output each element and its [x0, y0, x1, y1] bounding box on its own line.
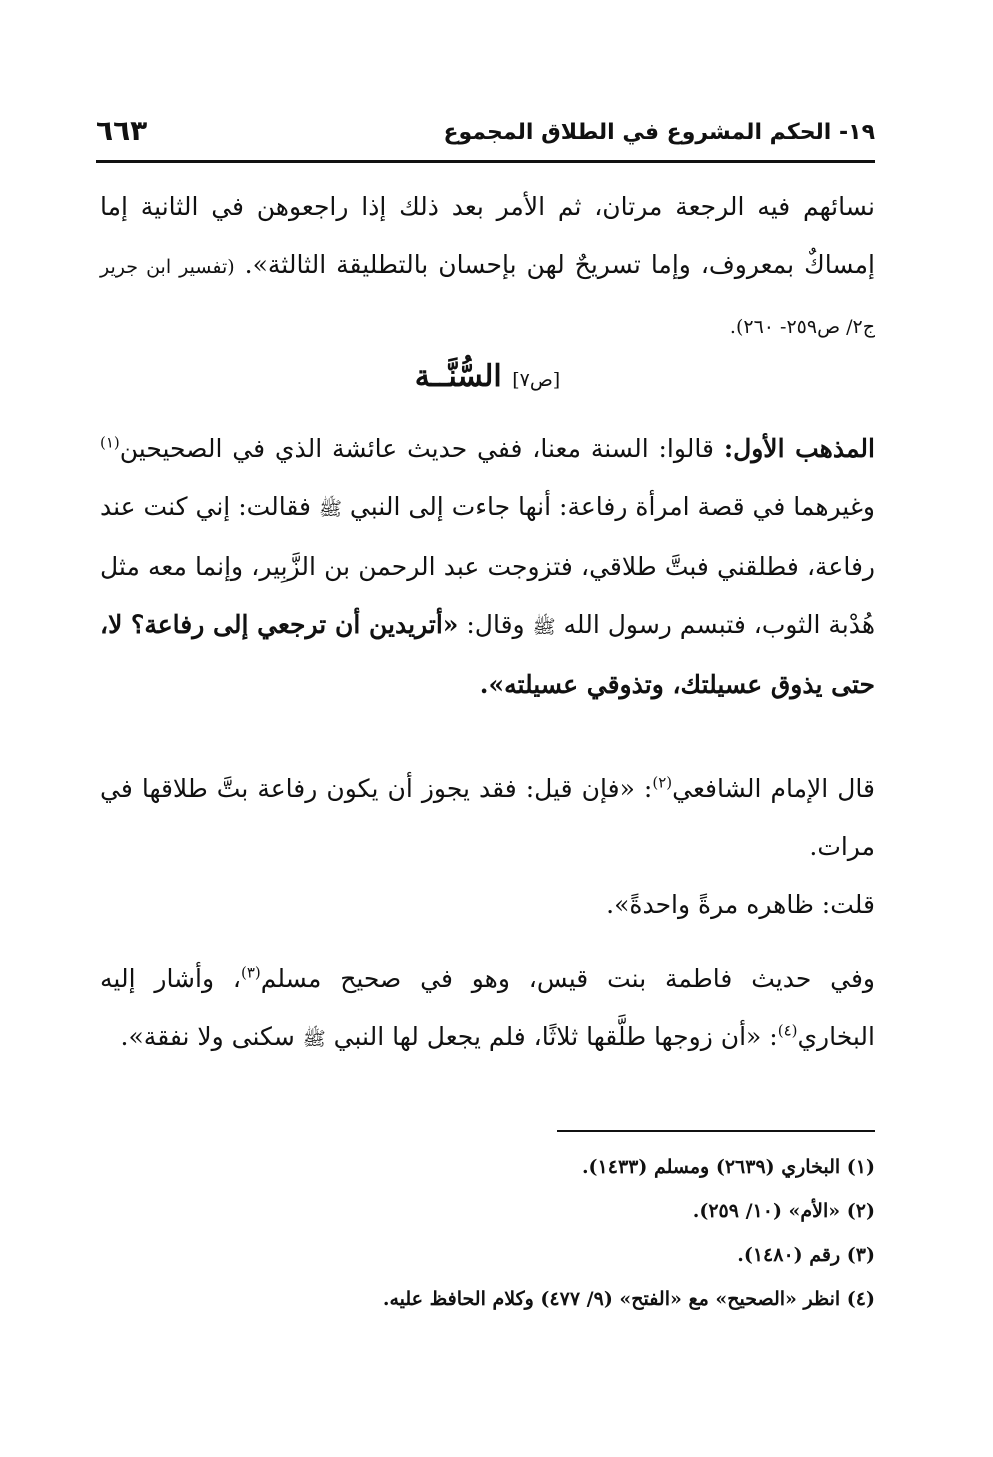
section-heading [100, 352, 875, 405]
intro-citation: (تفسير ابن جرير ج٢/ ص٢٥٩- ٢٦٠). [100, 256, 875, 338]
section-title: السُّنَّــة [414, 359, 502, 394]
footnote-3: (٣) رقم (١٤٨٠). [737, 1244, 875, 1266]
chapter-title: ١٩- الحكم المشروع في الطلاق المجموع [443, 120, 875, 145]
paragraph-4 [100, 950, 875, 1068]
footnote-2: (٢) «الأم» (١٠/ ٢٥٩). [692, 1200, 875, 1222]
para1-text-b: وغيرهما في قصة امرأة رفاعة: أنها جاءت إلى النبي [349, 492, 875, 521]
footnotes [100, 1145, 875, 1321]
intro-text: نسائهم فيه الرجعة مرتان، ثم الأمر بعد ذلك إذا راجعوهن في الثانية إما إمساكٌ بمعروف، وإما تسريحٌ لهن بإحسان بالتطليقة الثالثة». [100, 192, 875, 279]
hadith-quote: «أتريدين أن ترجعي إلى رفاعة؟ لا، حتى يذوق عسيلتك، وتذوقي عسيلته». [100, 610, 875, 699]
para4-text-c: : «أن زوجها طلَّقها ثلاثًا، فلم يجعل لها النبي [333, 1022, 778, 1051]
para2-quote: : «فإن قيل: فقد يجوز أن يكون رفاعة بتَّ طلاقها في مرات. [100, 774, 875, 861]
para1-text-a: قالوا: السنة معنا، ففي حديث عائشة الذي في الصحيحين [119, 434, 714, 463]
para1-text-d: وقال: [466, 610, 525, 639]
para2-text-a: قال الإمام الشافعي [672, 774, 875, 803]
footnote-separator [557, 1130, 875, 1132]
para4-text-a: وفي حديث فاطمة بنت قيس، وهو في صحيح مسلم [260, 964, 875, 993]
footnote-4: (٤) انظر «الصحيح» مع «الفتح» (٩/ ٤٧٧) وكلام الحافظ عليه. [382, 1288, 875, 1310]
running-header [96, 112, 875, 163]
paragraph-1 [100, 420, 875, 714]
paragraph-3 [100, 876, 875, 934]
para3-text: قلت: ظاهره مرةً واحدةً». [606, 890, 875, 919]
footnote-ref-2[interactable]: (٢) [652, 773, 673, 792]
para1-text-c: فقالت: إني كنت عند رفاعة، فطلقني فبتَّ طلاقي، فتزوجت عبد الرحمن بن الزَّبِير، وإنما معه مثل هُدْبة الثوب، فتبسم رسول الله [100, 492, 876, 639]
salawat-symbol: ﷺ [532, 616, 556, 638]
paragraph-2 [100, 760, 875, 876]
footnote-ref-3[interactable]: (٣) [240, 963, 261, 982]
intro-paragraph [100, 178, 875, 356]
footnote-ref-1[interactable]: (١) [100, 433, 120, 452]
salawat-symbol: ﷺ [302, 1028, 326, 1050]
section-ref: [ص٧] [512, 369, 561, 391]
page-number: ٦٦٣ [96, 114, 148, 147]
para4-text-b: ، وأشار إليه البخاري [100, 964, 875, 1051]
para4-text-d: سكنى ولا نفقة». [120, 1022, 295, 1051]
footnote-ref-4[interactable]: (٤) [777, 1021, 798, 1040]
para1-label: المذهب الأول: [723, 434, 875, 463]
footnote-1: (١) البخاري (٢٦٣٩) ومسلم (١٤٣٣). [581, 1156, 875, 1178]
salawat-symbol: ﷺ [318, 498, 342, 520]
